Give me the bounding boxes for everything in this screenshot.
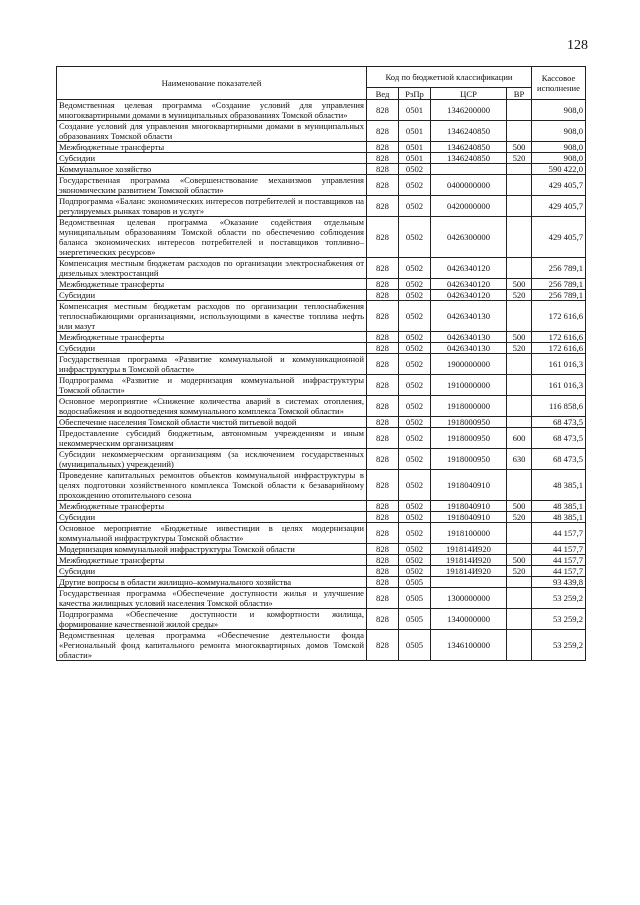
header-csr: ЦСР [431,88,507,100]
row-sum: 908,0 [532,153,586,164]
row-sum: 44 157,7 [532,566,586,577]
row-csr: 191814И920 [431,566,507,577]
row-rzpr: 0502 [399,164,431,175]
row-rzpr: 0502 [399,449,431,470]
table-row [57,470,586,501]
row-vr [507,121,532,142]
row-sum: 48 385,1 [532,470,586,501]
row-vr [507,588,532,609]
row-csr: 1910000000 [431,375,507,396]
row-vr [507,523,532,544]
header-vr: ВР [507,88,532,100]
row-ved: 828 [367,566,399,577]
row-rzpr: 0502 [399,217,431,258]
row-vr [507,164,532,175]
row-vr: 520 [507,153,532,164]
row-csr: 191814И920 [431,544,507,555]
row-ved: 828 [367,175,399,196]
header-rzpr: РзПр [399,88,431,100]
row-rzpr: 0502 [399,279,431,290]
row-csr: 1918000950 [431,449,507,470]
table-row [57,375,586,396]
row-vr [507,544,532,555]
table-row [57,121,586,142]
table-row [57,301,586,332]
row-vr [507,301,532,332]
table-row [57,332,586,343]
row-ved: 828 [367,121,399,142]
row-rzpr: 0502 [399,523,431,544]
row-name: Межбюджетные трансферты [57,279,367,290]
row-name: Компенсация местным бюджетам расходов по организации электроснабжения от дизельных электростанций [57,258,367,279]
row-name: Субсидии [57,566,367,577]
row-name: Модернизация коммунальной инфраструктуры Томской области [57,544,367,555]
row-csr: 1918000950 [431,428,507,449]
row-name: Государственная программа «Совершенствование механизмов управления экономическим развитием Томской области» [57,175,367,196]
row-vr: 600 [507,428,532,449]
table-row [57,609,586,630]
row-ved: 828 [367,555,399,566]
row-ved: 828 [367,470,399,501]
row-rzpr: 0505 [399,577,431,588]
row-csr: 1918040910 [431,470,507,501]
row-name: Субсидии [57,512,367,523]
row-name: Обеспечение населения Томской области чистой питьевой водой [57,417,367,428]
row-vr [507,417,532,428]
row-sum: 161 016,3 [532,375,586,396]
row-rzpr: 0501 [399,121,431,142]
row-name: Создание условий для управления многоквартирными домами в муниципальных образованиях Томской области [57,121,367,142]
row-sum: 48 385,1 [532,512,586,523]
row-csr: 0426340120 [431,290,507,301]
row-ved: 828 [367,544,399,555]
row-vr: 520 [507,343,532,354]
table-row [57,588,586,609]
row-ved: 828 [367,164,399,175]
row-name: Подпрограмма «Баланс экономических интересов потребителей и поставщиков на регулируемых рынках товаров и услуг» [57,196,367,217]
row-ved: 828 [367,501,399,512]
row-rzpr: 0502 [399,396,431,417]
row-ved: 828 [367,428,399,449]
row-csr: 0426300000 [431,217,507,258]
row-csr: 1346240850 [431,121,507,142]
row-ved: 828 [367,332,399,343]
row-name: Ведомственная целевая программа «Создание условий для управления многоквартирными домами в муниципальных образованиях Томской области» [57,100,367,121]
header-ved: Вед [367,88,399,100]
table-row [57,153,586,164]
table-row [57,354,586,375]
row-ved: 828 [367,512,399,523]
row-rzpr: 0502 [399,301,431,332]
row-csr [431,577,507,588]
row-name: Другие вопросы в области жилищно–коммунального хозяйства [57,577,367,588]
row-sum: 429 405,7 [532,196,586,217]
row-vr [507,470,532,501]
row-csr: 0426340130 [431,301,507,332]
row-sum: 908,0 [532,142,586,153]
row-sum: 908,0 [532,121,586,142]
row-name: Субсидии [57,343,367,354]
row-ved: 828 [367,375,399,396]
row-csr: 1918040910 [431,501,507,512]
row-vr: 500 [507,142,532,153]
row-vr [507,396,532,417]
row-sum: 93 439,8 [532,577,586,588]
row-ved: 828 [367,523,399,544]
header-name: Наименование показателей [57,67,367,100]
row-rzpr: 0505 [399,630,431,661]
row-sum: 44 157,7 [532,523,586,544]
row-vr [507,258,532,279]
row-rzpr: 0502 [399,566,431,577]
row-sum: 53 259,2 [532,588,586,609]
row-vr: 630 [507,449,532,470]
row-name: Ведомственная целевая программа «Оказание содействия отдельным муниципальным образованиям Томской области по обеспечению соблюдения баланса экономических интересов потребителей и поставщиков топливно–энергетических ресурсов» [57,217,367,258]
row-rzpr: 0502 [399,501,431,512]
row-ved: 828 [367,630,399,661]
row-vr [507,609,532,630]
row-ved: 828 [367,217,399,258]
row-vr [507,354,532,375]
row-csr: 1346100000 [431,630,507,661]
row-csr: 1340000000 [431,609,507,630]
row-sum: 68 473,5 [532,417,586,428]
row-vr: 520 [507,566,532,577]
table-row [57,175,586,196]
row-sum: 53 259,2 [532,609,586,630]
row-ved: 828 [367,354,399,375]
row-rzpr: 0502 [399,470,431,501]
row-sum: 44 157,7 [532,555,586,566]
table-row [57,566,586,577]
row-sum: 68 473,5 [532,428,586,449]
header-execution: Кассовое исполнение [532,67,586,100]
table-row [57,417,586,428]
row-sum: 68 473,5 [532,449,586,470]
row-vr: 500 [507,332,532,343]
row-sum: 161 016,3 [532,354,586,375]
row-sum: 172 616,6 [532,301,586,332]
row-rzpr: 0502 [399,544,431,555]
table-row [57,396,586,417]
row-name: Компенсация местным бюджетам расходов по организации теплоснабжения теплоснабжающими организациями, использующими в качестве топлива нефть или мазут [57,301,367,332]
table-row [57,501,586,512]
table-row [57,290,586,301]
row-name: Государственная программа «Обеспечение доступности жилья и улучшение качества жилищных условий населения Томской области» [57,588,367,609]
row-vr [507,577,532,588]
row-name: Коммунальное хозяйство [57,164,367,175]
row-sum: 48 385,1 [532,501,586,512]
row-csr: 1918040910 [431,512,507,523]
table-row [57,630,586,661]
row-sum: 172 616,6 [532,332,586,343]
row-csr: 1300000000 [431,588,507,609]
row-csr: 0426340120 [431,258,507,279]
table-row [57,544,586,555]
table-row [57,577,586,588]
row-csr: 1918000950 [431,417,507,428]
row-name: Ведомственная целевая программа «Обеспечение деятельности фонда «Региональный фонд капитального ремонта многоквартирных домов Томской области» [57,630,367,661]
row-rzpr: 0502 [399,290,431,301]
row-name: Субсидии [57,290,367,301]
row-vr [507,175,532,196]
row-sum: 172 616,6 [532,343,586,354]
row-ved: 828 [367,279,399,290]
row-vr [507,375,532,396]
row-csr: 1346240850 [431,153,507,164]
row-csr: 0426340130 [431,332,507,343]
row-vr [507,196,532,217]
row-csr: 0420000000 [431,196,507,217]
row-csr: 0400000000 [431,175,507,196]
table-row [57,142,586,153]
row-rzpr: 0502 [399,512,431,523]
row-rzpr: 0502 [399,343,431,354]
row-csr: 1346200000 [431,100,507,121]
row-rzpr: 0505 [399,588,431,609]
row-ved: 828 [367,588,399,609]
row-name: Подпрограмма «Развитие и модернизация коммунальной инфраструктуры Томской области» [57,375,367,396]
row-csr: 1918100000 [431,523,507,544]
row-sum: 429 405,7 [532,175,586,196]
row-csr: 1346240850 [431,142,507,153]
row-name: Межбюджетные трансферты [57,332,367,343]
row-ved: 828 [367,301,399,332]
row-rzpr: 0502 [399,258,431,279]
row-ved: 828 [367,290,399,301]
row-sum: 908,0 [532,100,586,121]
row-sum: 256 789,1 [532,290,586,301]
table-row [57,217,586,258]
row-vr: 500 [507,555,532,566]
row-name: Основное мероприятие «Снижение количества аварий в системах отопления, водоснабжения и водоотведения коммунального комплекса Томской области» [57,396,367,417]
row-rzpr: 0501 [399,153,431,164]
row-sum: 256 789,1 [532,279,586,290]
row-vr: 500 [507,279,532,290]
table-row [57,196,586,217]
row-rzpr: 0502 [399,354,431,375]
row-name: Государственная программа «Развитие коммунальной и коммуникационной инфраструктуры в Томской области» [57,354,367,375]
row-csr: 191814И920 [431,555,507,566]
row-ved: 828 [367,396,399,417]
row-sum: 53 259,2 [532,630,586,661]
row-vr [507,100,532,121]
row-ved: 828 [367,100,399,121]
row-sum: 590 422,0 [532,164,586,175]
row-vr: 520 [507,290,532,301]
row-csr: 0426340120 [431,279,507,290]
row-name: Основное мероприятие «Бюджетные инвестиции в целях модернизации коммунальной инфраструктуры Томской области» [57,523,367,544]
row-csr [431,164,507,175]
row-rzpr: 0502 [399,417,431,428]
row-name: Субсидии [57,153,367,164]
row-name: Субсидии некоммерческим организациям (за исключением государственных (муниципальных) учреждений) [57,449,367,470]
table-row [57,523,586,544]
row-name: Межбюджетные трансферты [57,555,367,566]
row-rzpr: 0502 [399,175,431,196]
table-row [57,343,586,354]
row-ved: 828 [367,417,399,428]
row-ved: 828 [367,258,399,279]
row-ved: 828 [367,196,399,217]
page-number: 128 [567,38,588,53]
table-row [57,428,586,449]
row-csr: 1900000000 [431,354,507,375]
table-row [57,164,586,175]
row-ved: 828 [367,142,399,153]
row-rzpr: 0502 [399,555,431,566]
row-name: Проведение капитальных ремонтов объектов коммунальной инфраструктуры в целях подготовки хозяйственного комплекса Томской области к безаварийному прохождению отопительного сезона [57,470,367,501]
row-name: Межбюджетные трансферты [57,501,367,512]
row-csr: 1918000000 [431,396,507,417]
row-name: Межбюджетные трансферты [57,142,367,153]
row-sum: 429 405,7 [532,217,586,258]
row-rzpr: 0501 [399,100,431,121]
table-row [57,279,586,290]
row-ved: 828 [367,153,399,164]
table-row [57,449,586,470]
row-csr: 0426340130 [431,343,507,354]
row-name: Подпрограмма «Обеспечение доступности и комфортности жилища, формирование качественной жилой среды» [57,609,367,630]
row-rzpr: 0502 [399,428,431,449]
row-sum: 256 789,1 [532,258,586,279]
row-rzpr: 0505 [399,609,431,630]
table-row [57,555,586,566]
row-ved: 828 [367,449,399,470]
row-vr: 500 [507,501,532,512]
row-vr [507,630,532,661]
table-row [57,100,586,121]
row-vr [507,217,532,258]
table-row [57,258,586,279]
row-sum: 116 858,6 [532,396,586,417]
row-rzpr: 0501 [399,142,431,153]
row-ved: 828 [367,577,399,588]
row-vr: 520 [507,512,532,523]
row-rzpr: 0502 [399,332,431,343]
row-rzpr: 0502 [399,375,431,396]
table-row [57,512,586,523]
row-name: Предоставление субсидий бюджетным, автономным учреждениям и иным некоммерческим организациям [57,428,367,449]
row-rzpr: 0502 [399,196,431,217]
row-ved: 828 [367,343,399,354]
header-classification: Код по бюджетной классификации [367,67,532,88]
budget-table [56,66,586,661]
row-ved: 828 [367,609,399,630]
row-sum: 44 157,7 [532,544,586,555]
